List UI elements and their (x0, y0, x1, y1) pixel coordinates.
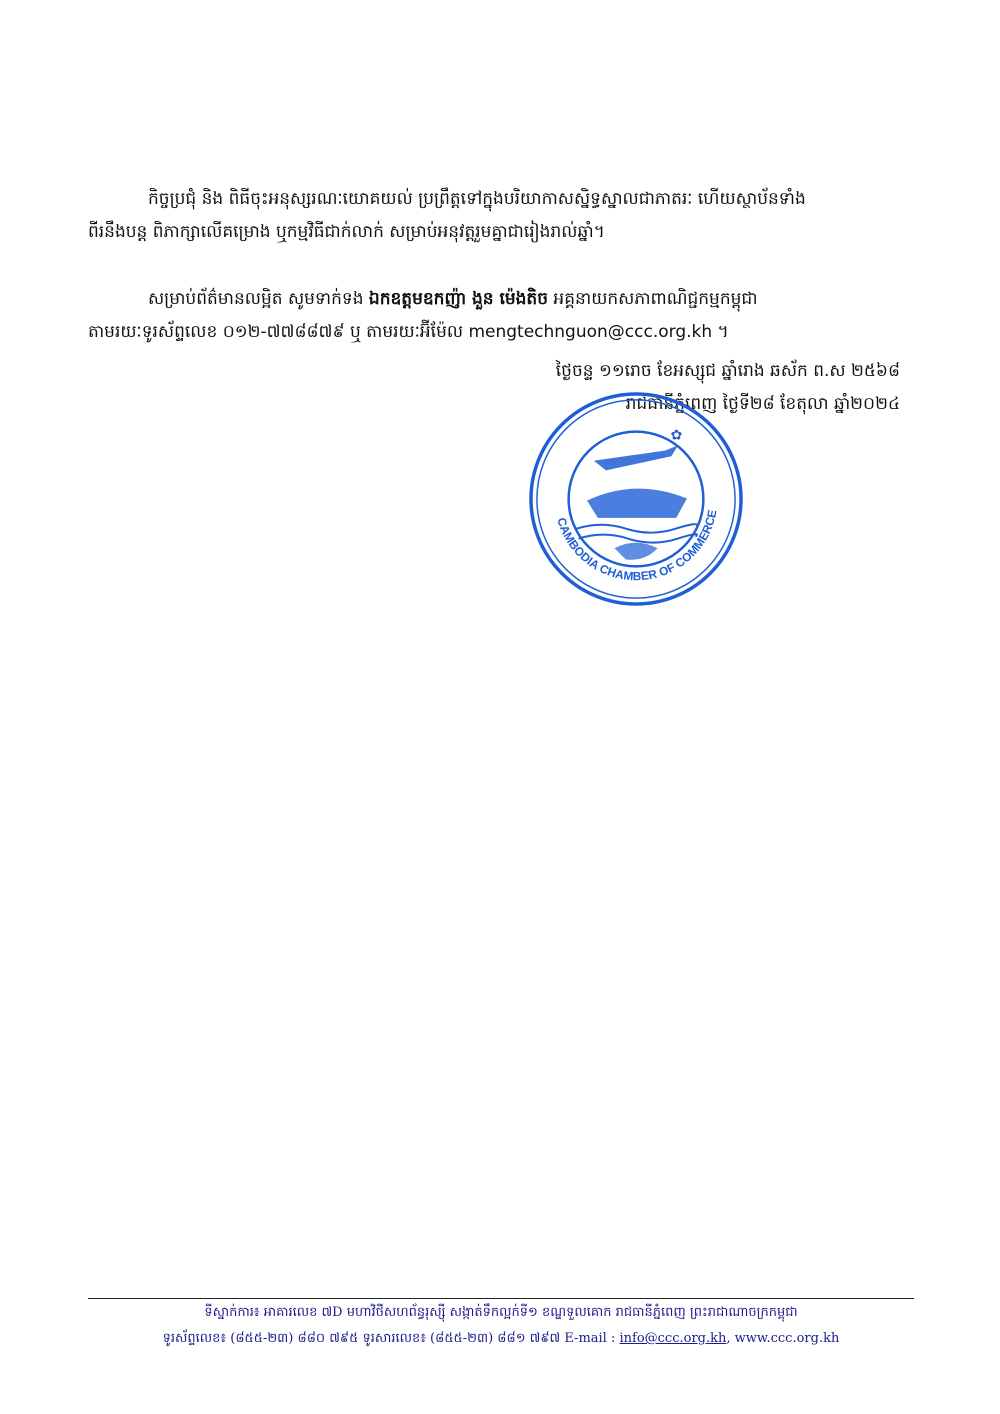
footer-divider (88, 1298, 914, 1299)
official-seal (527, 390, 745, 608)
footer-email-link[interactable]: info@ccc.org.kh (619, 1331, 727, 1346)
date-solar: រាជធានីភ្នំពេញ ថ្ងៃទី២៨ ខែតុលា ឆ្នាំ២០២៤ (625, 394, 900, 414)
date-lunar: ថ្ងៃចន្ទ ១១រោច ខែអស្សុជ ឆ្នាំរោង ឆស័ក ព.ស ២៥៦៨ (555, 361, 900, 381)
footer-contact (88, 1330, 914, 1349)
footer-address: ទីស្នាក់ការ៖ អាគារលេខ ៧D មហាវិថីសហព័ន្ធរុស្ស៊ី សង្កាត់ទឹកល្អក់ទី១ ខណ្ឌទួលគោក រាជធានីភ្នំពេញ ព្រះរាជាណាចក្រកម្ពុជា (204, 1305, 798, 1320)
paragraph-line: ពីរនឹងបន្ត ពិភាក្សាលើគម្រោង ឬកម្មវិធីជាក់លាក់ សម្រាប់អនុវត្តរួមគ្នាជារៀងរាល់ឆ្នាំ។ (88, 222, 605, 242)
contact-person-name: ឯកឧត្តមឧកញ៉ា ងួន ម៉េងតិច (368, 289, 549, 309)
seal-emblem (577, 447, 698, 558)
footer-website[interactable]: www.ccc.org.kh (734, 1331, 840, 1346)
handshake-icon (616, 544, 656, 559)
footer-phone-fax: ទូរស័ព្ទលេខ៖ (៨៥៥-២៣) ៨៨០ ៧៩៥ ទូរសារលេខ៖ (៨៥៥-២៣) ៨៨១ ៧៩៧ E-mail : (162, 1331, 620, 1346)
paragraph-contact (88, 283, 914, 349)
ship-icon (588, 490, 685, 517)
wave-icon (579, 534, 697, 542)
contact-title: អគ្គនាយកសភាពាណិជ្ជកម្មកម្ពុជា (548, 289, 758, 309)
paragraph-line: តាមរយៈទូរស័ព្ទលេខ ០១២-៧៧៨៨៧៩ ឬ តាមរយៈអ៊ីម៉ែល mengtechnguon@ccc.org.kh ។ (88, 322, 729, 342)
footer-separator: , (726, 1331, 735, 1346)
airplane-icon (596, 447, 675, 469)
wave-icon (577, 524, 698, 532)
contact-text: សម្រាប់ព័ត៌មានលម្អិត សូមទាក់ទង (148, 289, 369, 309)
seal-text: CAMBODIA CHAMBER OF COMMERCE (554, 508, 720, 584)
paragraph-line (88, 283, 914, 316)
paragraph-line: កិច្ចប្រជុំ និង ពិធីចុះអនុស្សរណៈយោគយល់ ប្រព្រឹត្តទៅក្នុងបរិយាកាសស្និទ្ធស្នាលជាភាតរៈ ហើយស្ថាប័នទាំង (148, 189, 806, 209)
paragraph-meeting (88, 183, 914, 249)
seal-star-icon: ✿ (670, 427, 683, 444)
